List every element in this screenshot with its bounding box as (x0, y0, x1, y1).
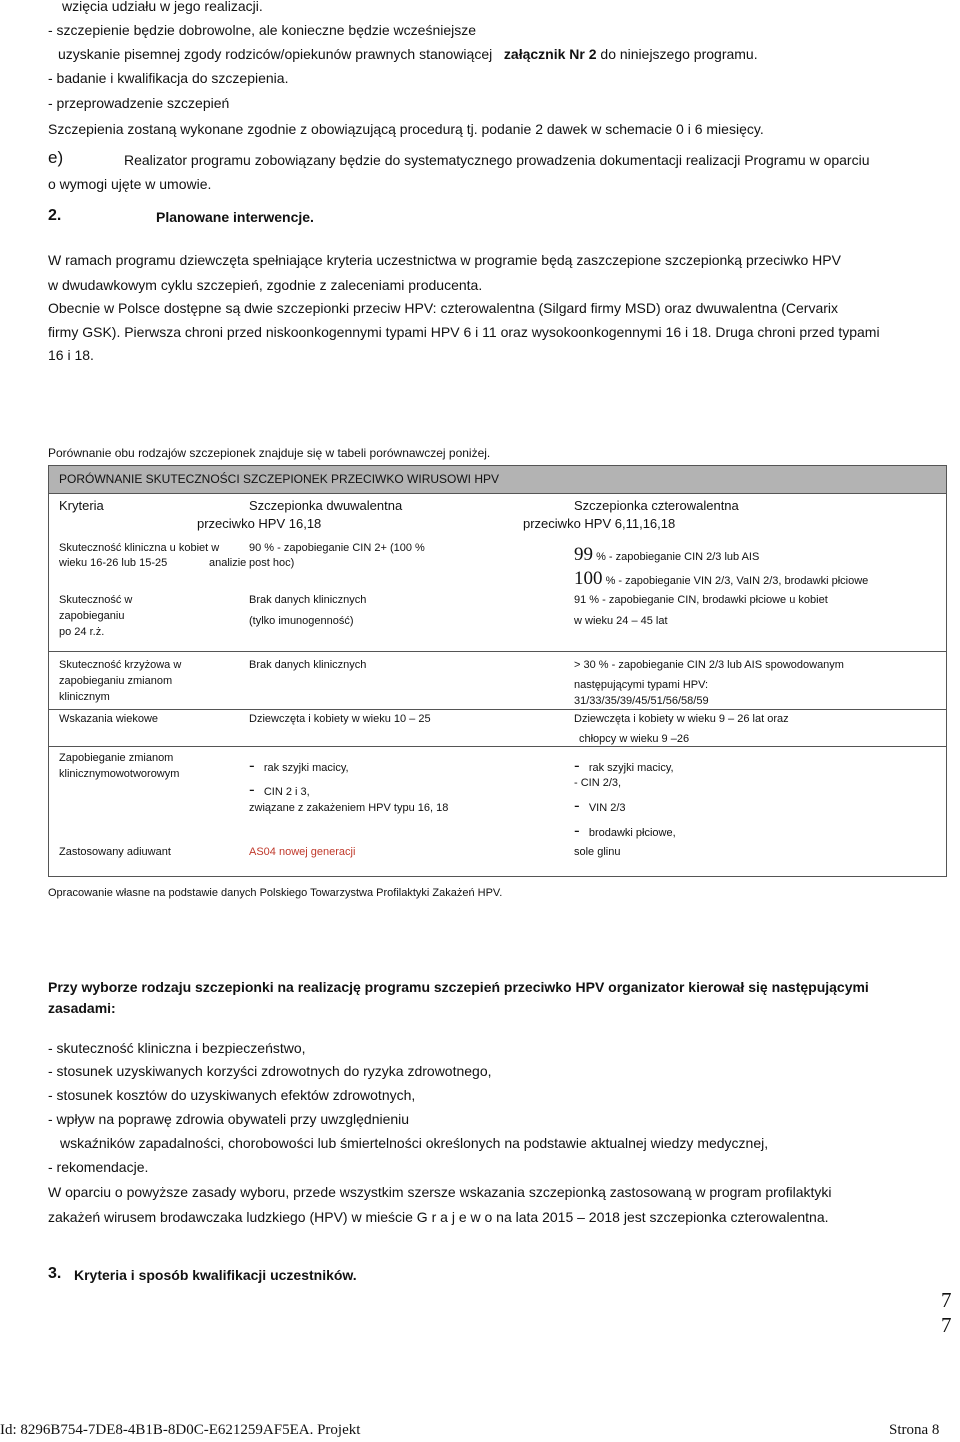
text-line: Szczepienia zostaną wykonane zgodnie z obowiązującą procedurą tj. podanie 2 dawek w schemacie 0 i 6 miesięcy. (48, 121, 764, 137)
cell-text: rak szyjki macicy, (263, 762, 349, 774)
table-cell: chłopcy w wieku 9 –26 (579, 733, 690, 745)
table-cell: AS04 nowej generacji (249, 846, 356, 858)
conclusion-line: zakażeń wirusem brodawczaka ludzkiego (HPV) w mieście G r a j e w o na lata 2015 – 2018 jest szczepionka czterowalentna. (48, 1209, 829, 1225)
big-number: 99 (574, 544, 593, 565)
dash-marker: - (574, 796, 580, 815)
table-cell (574, 544, 759, 566)
table-cell: Dziewczęta i kobiety w wieku 9 – 26 lat oraz (574, 713, 789, 725)
dash-marker: - (249, 780, 255, 799)
text-line: 16 i 18. (48, 347, 94, 363)
table-cell: Brak danych klinicznych (249, 659, 367, 671)
section-title: Kryteria i sposób kwalifikacji uczestników. (74, 1267, 357, 1283)
text-segment: uzyskanie pisemnej zgody rodziców/opiekunów prawnych stanowiącej (58, 46, 493, 62)
column-header-bivalent-sub: przeciwko HPV 16,18 (197, 516, 322, 531)
text-segment: do niniejszego programu. (600, 46, 758, 62)
text-line: - badanie i kwalifikacja do szczepienia. (48, 70, 289, 86)
table-cell: w wieku 24 – 45 lat (574, 615, 668, 627)
table-cell: 91 % - zapobieganie CIN, brodawki płciowe u kobiet (574, 594, 828, 606)
table-cell (574, 821, 676, 841)
column-header-criteria: Kryteria (59, 498, 104, 513)
row-divider (49, 651, 946, 652)
source-note: Opracowanie własne na podstawie danych Polskiego Towarzystwa Profilaktyki Zakażeń HPV. (48, 887, 503, 899)
table-cell: Dziewczęta i kobiety w wieku 10 – 25 (249, 713, 431, 725)
list-item: - skuteczność kliniczna i bezpieczeństwo, (48, 1040, 306, 1056)
comparison-table (48, 465, 947, 877)
text-line: wzięcia udziału w jego realizacji. (62, 0, 263, 14)
table-cell: - CIN 2/3, (574, 777, 622, 789)
list-item: - stosunek uzyskiwanych korzyści zdrowotnych do ryzyka zdrowotnego, (48, 1063, 492, 1079)
section-title: Planowane interwencje. (156, 209, 314, 225)
dash-marker: - (574, 821, 580, 840)
margin-number: 7 (941, 1313, 952, 1337)
table-cell (574, 796, 626, 816)
text-line: firmy GSK). Pierwsza chroni przed niskoonkogennymi typami HPV 6 i 11 oraz wysokoonkogennymi 16 i 18. Druga chroni przed typami (48, 324, 880, 340)
table-title: PORÓWNANIE SKUTECZNOŚCI SZCZEPIONEK PRZECIWKO WIRUSOWI HPV (59, 472, 500, 486)
list-marker-e: e) (48, 148, 64, 167)
cell-text: VIN 2/3 (588, 802, 626, 814)
column-header-bivalent: Szczepionka dwuwalentna (249, 498, 403, 513)
margin-number: 7 (941, 1288, 952, 1312)
text-line: W ramach programu dziewczęta spełniające kryteria uczestnictwa w programie będą zaszczepione szczepionką przeciwko HPV (48, 252, 841, 268)
list-item: - stosunek kosztów do uzyskiwanych efektów zdrowotnych, (48, 1087, 416, 1103)
row-label: Zapobieganie zmianom (59, 752, 174, 764)
text-line: w dwudawkowym cyklu szczepień, zgodnie z zaleceniami producenta. (48, 277, 483, 293)
section-number: 3. (48, 1265, 62, 1282)
row-label: Skuteczność krzyżowa w (59, 659, 182, 671)
table-cell (249, 780, 310, 800)
row-label: wieku 16-26 lub 15-25 (59, 557, 168, 569)
table-cell: 90 % - zapobieganie CIN 2+ (100 % (249, 542, 425, 554)
table-cell: (tylko imunogenność) (249, 615, 354, 627)
table-cell: > 30 % - zapobieganie CIN 2/3 lub AIS spowodowanym (574, 659, 844, 671)
cell-text: rak szyjki macicy, (588, 762, 674, 774)
row-label: Wskazania wiekowe (59, 713, 159, 725)
table-cell: post hoc) (249, 557, 295, 569)
list-item: wskaźników zapadalności, chorobowości lub śmiertelności określonych na podstawie aktualnej wiedzy medycznej, (60, 1135, 769, 1151)
row-divider (49, 709, 946, 710)
table-cell: następującymi typami HPV: (574, 679, 709, 691)
row-label: po 24 r.ż. (59, 626, 105, 638)
big-number: 100 (574, 568, 603, 589)
list-item: - wpływ na poprawę zdrowia obywateli przy uwzględnieniu (48, 1111, 410, 1127)
list-item: - rekomendacje. (48, 1159, 149, 1175)
table-cell: 31/33/35/39/45/51/56/58/59 (574, 695, 709, 707)
table-cell (574, 568, 868, 590)
table-intro: Porównanie obu rodzajów szczepionek znajduje się w tabeli porównawczej poniżej. (48, 446, 491, 460)
text-line: Obecnie w Polsce dostępne są dwie szczepionki przeciw HPV: czterowalentna (Silgard firmy MSD) oraz dwuwalentna (Cervarix (48, 300, 839, 316)
cell-text: brodawki płciowe, (588, 827, 676, 839)
footer-page-number: Strona 8 (889, 1422, 940, 1438)
table-cell (574, 756, 674, 776)
principles-heading: Przy wyborze rodzaju szczepionki na realizację programu szczepień przeciwko HPV organizator kierował się następującymi (48, 979, 869, 995)
text-line (58, 46, 758, 62)
table-cell: sole glinu (574, 846, 621, 858)
conclusion-line: W oparciu o powyższe zasady wyboru, przede wszystkim szersze wskazania szczepionką zastosowaną w program profilaktyki (48, 1184, 832, 1200)
section-number: 2. (48, 207, 62, 224)
dash-marker: - (249, 756, 255, 775)
table-cell: związane z zakażeniem HPV typu 16, 18 (249, 802, 449, 814)
cell-text: % - zapobieganie VIN 2/3, VaIN 2/3, brodawki płciowe (605, 575, 869, 587)
dash-marker: - (574, 756, 580, 775)
text-line: - szczepienie będzie dobrowolne, ale konieczne będzie wcześniejsze (48, 22, 477, 38)
text-line: o wymogi ujęte w umowie. (48, 176, 212, 192)
row-label: Zastosowany adiuwant (59, 846, 171, 858)
column-header-quadrivalent: Szczepionka czterowalentna (574, 498, 739, 513)
text-line: Realizator programu zobowiązany będzie do systematycznego prowadzenia dokumentacji realizacji Programu w oparciu (124, 152, 870, 168)
row-label: klinicznymowotworowym (59, 768, 180, 780)
row-label: zapobieganiu zmianom (59, 675, 173, 687)
table-title-bar (49, 466, 946, 494)
table-cell: Brak danych klinicznych (249, 594, 367, 606)
footer-document-id: Id: 8296B754-7DE8-4B1B-8D0C-E621259AF5EA. Projekt (0, 1422, 361, 1438)
principles-heading: zasadami: (48, 1000, 116, 1016)
table-cell (249, 756, 349, 776)
column-header-quadrivalent-sub: przeciwko HPV 6,11,16,18 (523, 516, 676, 531)
row-label: Skuteczność w (59, 594, 133, 606)
attachment-reference: załącznik Nr 2 (503, 46, 597, 62)
row-label: zapobieganiu (59, 610, 125, 622)
row-label: klinicznym (59, 691, 110, 703)
row-label: Skuteczność kliniczna u kobiet w (59, 542, 220, 554)
row-divider (49, 746, 946, 747)
cell-text: % - zapobieganie CIN 2/3 lub AIS (596, 551, 760, 563)
text-line: - przeprowadzenie szczepień (48, 95, 230, 111)
row-label: analizie (209, 557, 247, 569)
cell-text: CIN 2 i 3, (263, 786, 310, 798)
